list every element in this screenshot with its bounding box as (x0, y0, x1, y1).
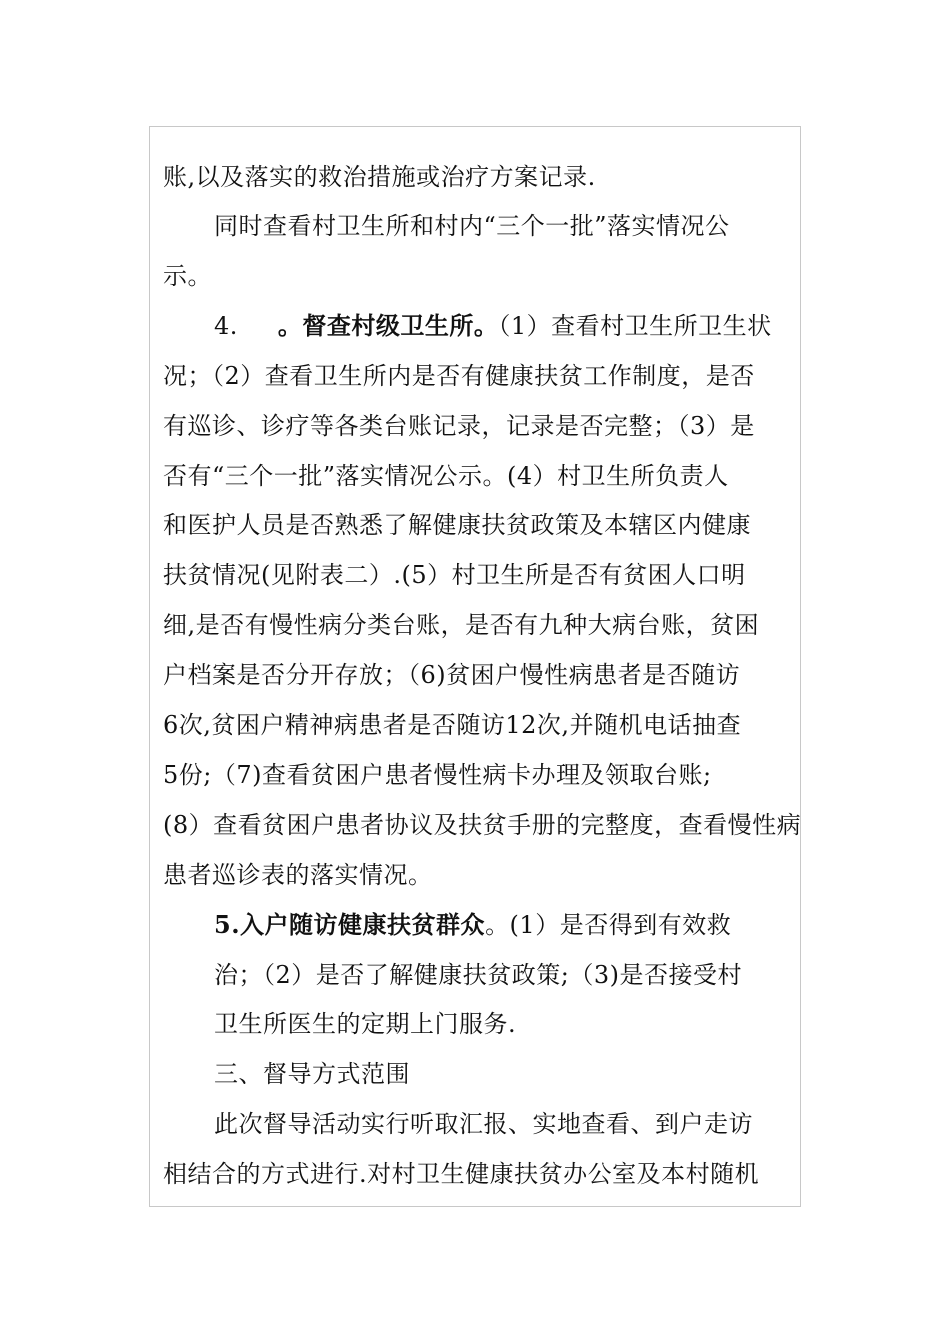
item-5-line (214, 910, 731, 940)
text-line: 况；（2）查看卫生所内是否有健康扶贫工作制度，是否 (163, 362, 755, 390)
text-line: 扶贫情况(见附表二）.(5）村卫生所是否有贫困人口明 (163, 561, 746, 589)
text-line: 同时查看村卫生所和村内“三个一批”落实情况公 (214, 212, 730, 240)
text-line: 有巡诊、诊疗等各类台账记录，记录是否完整；（3）是 (163, 412, 755, 440)
text-line: 细,是否有慢性病分类台账，是否有九种大病台账，贫困 (163, 611, 760, 639)
text-line: 相结合的方式进行.对村卫生健康扶贫办公室及本村随机 (163, 1160, 760, 1188)
text-line: 6次,贫困户精神病患者是否随访12次,并随机电话抽查 (163, 711, 742, 739)
text-line: 账,以及落实的救治措施或治疗方案记录. (163, 163, 596, 191)
text-line: (8）查看贫困户患者协议及扶贫手册的完整度，查看慢性病 (163, 811, 802, 839)
text-line: 户档案是否分开存放；（6)贫困户慢性病患者是否随访 (163, 661, 741, 689)
text-line: 示。 (163, 262, 212, 290)
item-4-line (214, 311, 772, 341)
text-line: 此次督导活动实行听取汇报、实地查看、到户走访 (214, 1110, 753, 1138)
text-line: 否有“三个一批”落实情况公示。(4）村卫生所负责人 (163, 462, 729, 490)
section-heading: 三、督导方式范围 (214, 1060, 410, 1088)
text-line: 治；（2）是否了解健康扶贫政策;（3)是否接受村 (214, 961, 742, 989)
text-line: 5份;（7)查看贫困户患者慢性病卡办理及领取台账; (163, 761, 712, 789)
item-4-heading: 。督查村级卫生所。 (277, 311, 499, 340)
text-line: 卫生所医生的定期上门服务. (214, 1010, 517, 1038)
item-4-number: 4. (214, 312, 238, 340)
text-line: 患者巡诊表的落实情况。 (163, 861, 433, 889)
text-line: 。(1）是否得到有效救 (485, 911, 732, 939)
item-5-heading: 5.入户随访健康扶贫群众 (214, 910, 486, 939)
text-line: （1）查看村卫生所卫生状 (498, 312, 772, 340)
text-line: 和医护人员是否熟悉了解健康扶贫政策及本辖区内健康 (163, 511, 751, 539)
